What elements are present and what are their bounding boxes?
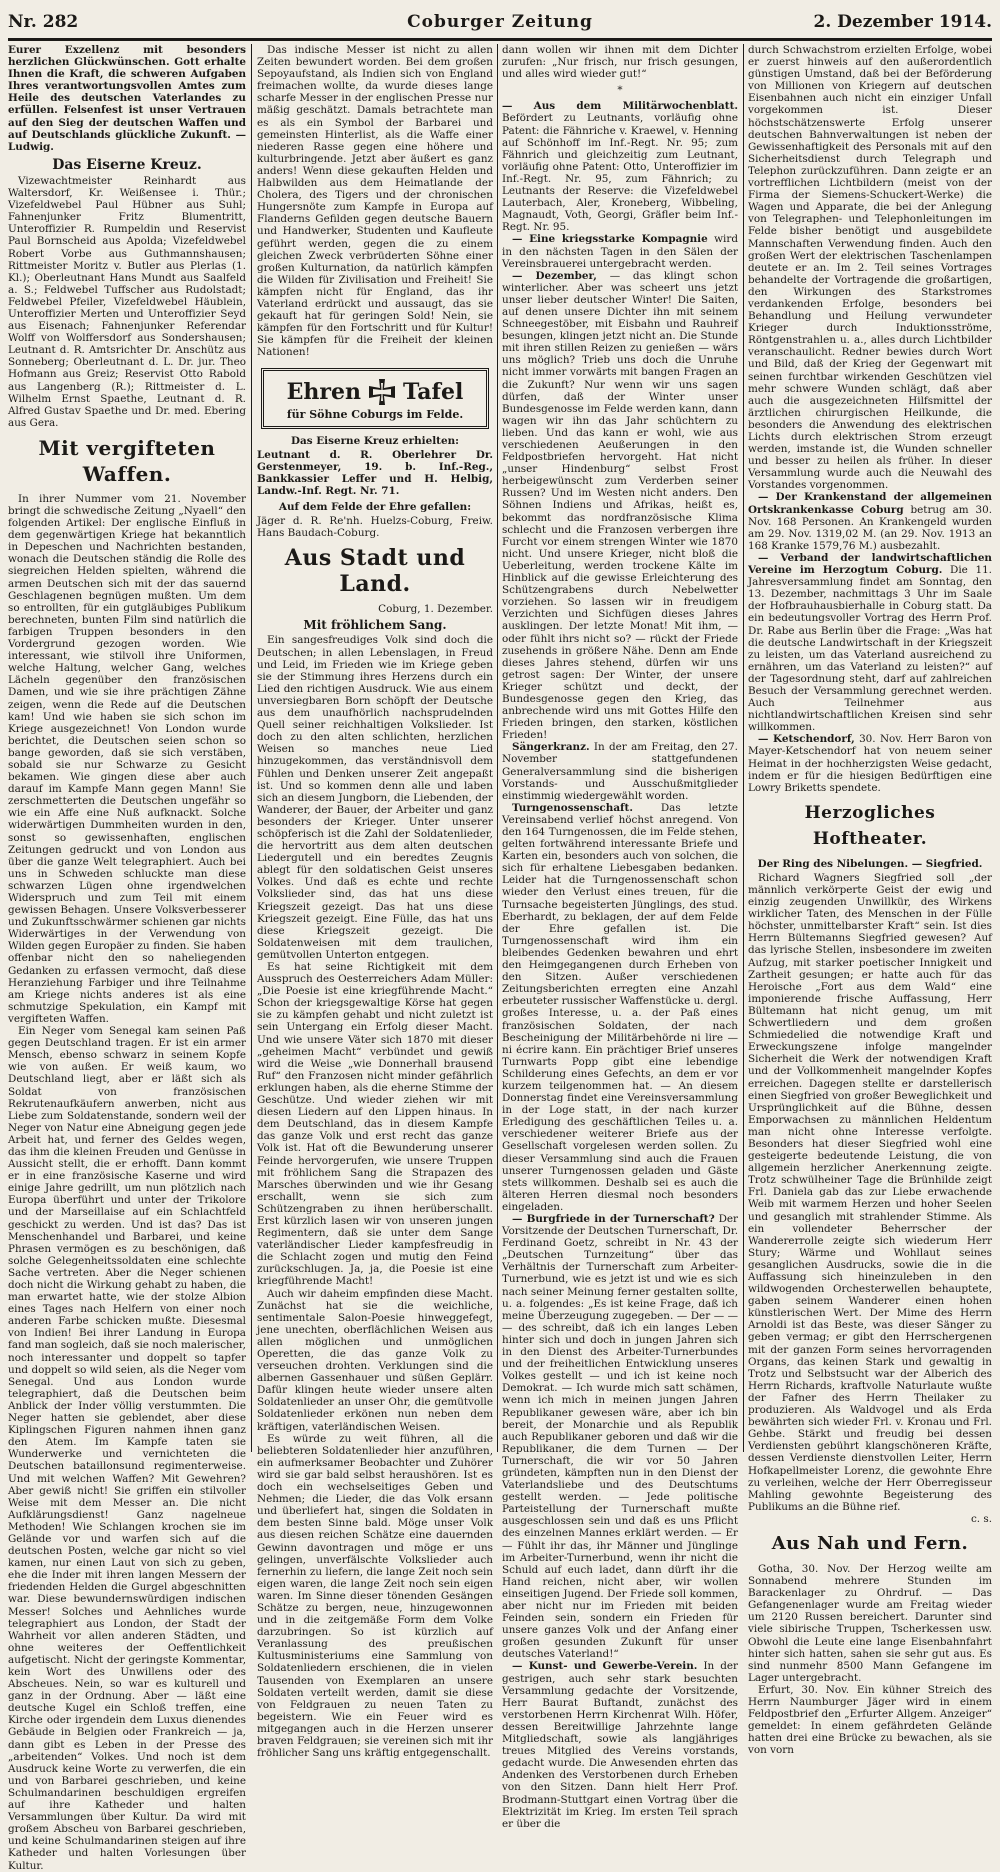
honor-roll-box [261,368,489,428]
article-text: In der am Freitag, den 27. November stattgefundenen Generalversammlung sind die bisherigen Vorstands- und Ausschußmitglieder einstimmig wiedergewählt worden. [502,741,738,802]
section-headline: Aus Nah und Fern. [771,1532,969,1554]
honor-roll-title-right: Tafel [403,379,464,406]
article-text: In der gestrigen, auch sehr stark besuchten Versammlung gedachte der Vorsitzende, Herr Baurat Buftandt, zunächst des verstorbenen Herrn Kirchenrat Wilh. Höfer, dessen Bereitwillige Jahrzehnte lange Mitgliedschaft, sowie als langjähriges treues Mitglied des Vereins vorstands, gedacht wurde. Die Anwesenden ehrten das Andenken des Verstorbenen durch Erheben von den Sitzen. Dann hielt Herr Prof. Brodmann-Stuttgart einen Vortrag über die Elektrizität im Krieg. Im ersten Teil sprach er über die [502,1660,738,1830]
article-text: Der Vorsitzende der Deutschen Turnerschaft, Dr. Ferdinand Goetz, schreibt in Nr. 43 der „Deutschen Turnzeitung“ über das Verhältnis der Turnerschaft zum Arbeiter-Turnerbund, wie es jetzt ist und wie es sich nach seiner Meinung ferner gestalten sollte, u. a. folgendes: „Es ist keine Frage, daß ich meine Überzeugung zugegeben. — Der — — — des schreibt, daß ich ein langes Leben hinter sich und doch in jungen Jahren sich in den Dienst des Arbeiter-Turnerbundes und der freiheitlichen Entwicklung unseres Volkes gestellt — und ich ist keine noch Demokrat. — Ich wurde mich satt schämen, wenn ich mich in meinen jungen Jahren Republikaner gewesen wäre, aber ich bin bereit, der Monarchie und als Republik auch Republikaner geboren und daß wir die Republikaner, die dem Turnen — Der Turnerschaft, die wir vor 50 Jahren gründeten, kämpften nun in den Dienst der Vaterlandsliebe und des Deutschtums gestellt werden. — Jede politische Parteistellung der Turnerschaft mußte ausgeschlossen sein und daß es uns Pflicht des einzelnen Mannes erklärt werden. — Er — Fühlt ihr das, ihr Männer und Jünglinge im Arbeiter-Turnerbund, wenn ihr nicht die Schuld auf euch ladet, dann dürft ihr die Hand reichen, nicht aber, wir wollen einseitigen Jugend. Der Friede soll kommen, aber nicht nur im Frieden mit beiden Feinden sein, sondern ein Frieden für unsere ganzes Volk und der Anfang einer großen gesunden Zukunft für unser deutsches Vaterland!“ [502,1213,739,1661]
column-divider [497,44,498,1452]
column-divider [251,44,252,1452]
masthead [8,10,992,41]
article-text: dann wollen wir ihnen mit dem Dichter zurufen: „Nur frisch, nur frisch gesungen, und alles wird wieder gut!“ [502,44,738,81]
article-text: Gotha, 30. Nov. Der Herzog weilte am Sonnabend mehrere Stunden im Barackenlager zu Ohrdruf. — Das Gefangenenlager wurde am Freitag wieder um 2120 Russen bereichert. Darunter sind viele sibirische Truppen, Tscherkessen usw. Obwohl die Leute eine lange Eisenbahnfahrt hinter sich hatten, sahen sie sehr gut aus. Es sind nunmehr 8500 Mann Gefangene im Lager untergebracht. [748,1562,992,1684]
article-text: Auch wir daheim empfinden diese Macht. Zunächst hat sie die weichliche, sentimentale Salon-Poesie hinweggefegt, jene unechten, oberflächlichen Weisen aus allen möglichen und unmöglichen Operetten, die das ganze Volk zu verseuchen drohten. Verklungen sind die albernen Gassenhauer und süßen Geplärr. Dafür klingen heute wieder unsere alten Soldatenlieder an unser Ohr, die gemütvolle Soldatenlieder erkönen nun neben dem kräftigen, vaterländischen Weisen. [257,1287,493,1433]
item-heading: — Dezember, [512,269,597,282]
article-headline: Mit vergifteten Waffen. [38,435,216,486]
article-text: Befördert zu Leutnants, vorläufig ohne Patent: die Fähnriche v. Kraewel, v. Henning auf Schönhoff im Inf.-Regt. Nr. 95; zum Fähnrich und gleichzeitig zum Leutnant, vorläufig ohne Patent: Otto, Unteroffizier im Inf.-Regt. Nr. 95, zum Fähnrich; zu Leutnants der Reserve: die Vizefeldwebel Lauterbach, Aler, Kroneberg, Wibbeling, Magnaudt, Voth, Georgi, Gräfler beim Inf.-Regt. Nr. 95. [502,112,738,234]
separator-star: * [617,84,623,97]
honor-roll-title-left: Ehren [286,379,361,406]
item-heading: — Aus dem Militärwochenblatt. [502,100,738,113]
iron-cross-icon [367,377,397,407]
article-text: — das klingt schon winterlicher. Aber was scheert uns jetzt unser lieber deutscher Winter! Die Saiten, auf denen unsere Dichter ihn mit seinem Schneegestöber, mit Eisbahn und Rauhreif besungen, klingen jetzt nicht an. Die Stunde mit ihren stillen Reizen zu genießen — wärs uns möglich? Trieb uns doch die Unruhe nicht immer vorwärts mit bangen Fragen an die Zukunft? Nur wenn wir uns sagen dürfen, daß der Winter unser Bundesgenosse im Felde werden kann, dann wagen wir ihn das Jahr schüchtern zu lieben. Und das kann er wohl, wie aus verschiedenen Aeußerungen in den Feldpostbriefen hervorgeht. Hat nicht „unser Hindenburg“ selbst Frost herbeigewünscht zum Verderben seiner Russen? Und im Westen nicht anders. Den Söhnen Indiens und Afrikas, heißt es, bekommt das nordfranzösische Klima schlecht und die Franzosen verbergen ihre Furcht vor einem strengen Winter wie 1870 nicht. Und unsere Krieger, nicht bloß die Ueberleitung, werden trockene Kälte im Hinblick auf die gewisse Erleichterung des Schützengrabens durch Nebelwetter vorziehen. So lassen wir in freudigem Verzichten und Sichfügen dieses Jahres ausklingen. Der letzte Monat! Mit ihm, — oder fühlt ihrs nicht so? — rückt der Friede zusehends in größere Nähe. Denn am Ende dieses Jahres stehend, dürfen wir uns getrost sagen: Der Winter, der unsere Krieger schützt und deckt, der Bundesgenosse gegen den Krieg, das anbrechende wird uns mit Gottes Hilfe den Frieden bringen, den starken, köstlichen Frieden! [502,269,738,742]
article-text: Die 11. Jahresversammlung findet am Sonntag, den 13. Dezember, nachmittags 3 Uhr im Saale der Hofbrauhausbierhalle in Coburg statt. Da ein bedeutungsvoller Vortrag des Herrn Prof. Dr. Rabe aus Berlin über die Frage: „Was hat die deutsche Landwirtschaft in der Kriegszeit zu leisten, um das Vaterland ausreichend zu ernähren, um das Vaterland zu leisten?“ auf der Tagesordnung steht, darf auf zahlreichen Besuch der Versammlung gerechnet werden. Auch Teilnehmer aus nichtlandwirtschaftlichen Kreisen sind sehr willkommen. [748,564,992,734]
issue-date: 2. Dezember 1914. [813,12,992,32]
item-heading: — Eine kriegsstarke Kompagnie [512,233,708,246]
article-text: Ein Neger vom Senegal kam seinen Paß gegen Deutschland tragen. Er ist ein armer Mensch, ebenso schwarz in seinem Kopfe wie von außen. Er weiß kaum, wo Deutschland liegt, aber er läßt sich als Soldat von französischen Rekrutenaufkäufern anwerben, nicht aus Liebe zum Soldatenstande, sondern weil der Neger von Natur eine Abneigung gegen jede Arbeit hat, und ferner des Geldes wegen, das ihm die kleinen Freuden und Genüsse in Aussicht stellt, die er erhofft. Dann kommt er in eine französische Kaserne und wird einige Jahre gedrillt, um nun plötzlich nach Europa überführt und unter der Trikolore und der Marseillaise auf ein Schlachtfeld geschickt zu werden. Und ist das? Das ist Menschenhandel und Barbarei, und keine Phrasen vermögen es zu beschönigen, daß solche Gelegenheitssoldaten eine schlechte Sache vertreten. Aber die Neger schienen doch nicht die Wirkung gehabt zu haben, die man erwartet hatte, wie der stolze Albion eines Tages nach Helfern von einer noch anderen Farbe schicken mußte. Diesesmal von Indien! Bei ihrer Landung in Europa fand man sogleich, daß sie noch malerischer, noch interessanter und doppelt so tapfer und doppelt so wild seien, als die Neger vom Senegal. Und aus London wurde telegraphiert, daß die Deutschen beim Anblick der Inder völlig verstummten. Die Neger hatten sie geblendet, aber diese Kiplingschen Figuren nahmen ihnen ganz den Atem. Im Kampfe taten sie Wunderwerke und vernichteten die Deutschen bataillonsund regimenterweise. Und mit welchen Waffen? Mit Gewehren? Aber gewiß nicht! Sie griffen ein stilvoller Weise mit dem Messer an. Die nicht Aufklärungsdienst! Ganz nagelneue Methoden! Wie Schlangen krochen sie im Gelände vor und warfen sich auf die deutschen Posten, welche gar nicht so viel kamen, nur einen Laut von sich zu geben, ehe die Inder mit ihren langen Messern der friedenden Helden die Gurgel abgeschnitten war. Diese bewundernswürdigen indischen Messer! Solches und Aehnliches wurde telegraphiert aus London, der Stadt der Wahrheit vor allen anderen Städten, und ohne weiteres der Oeffentlichkeit aufgetischt. Nicht der geringste Kommentar, kein Wort des Unwillens oder des Abscheues. Nein, so war es kulturell und ganz in der Ordnung. Aber — läßt eine deutsche Kugel ein Schloß treffen, eine Kirche oder irgendein dem Luxus dienendes Gebäude in Belgien oder Frankreich — ja, dann gibt es Leben in der Presse des „arbeitenden“ Volkes. Und noch ist dem Ausdruck keine Worte zu verwerfen, die ein und von Barbarei geschrieben, und keine Schulmandarinen beschuldigen ergreifen auf ihre Katheder und halten Versammlungen über Kultur. Da wird mit großem Abscheu von Barbarei geschrieben, und keine Schulmandarinen steigen auf ihre Katheder und halten Vorlesungen über Kultur. [8,1025,246,1872]
article-text: Leutnant d. R. Oberlehrer Dr. Gerstenmeyer, 19. b. Inf.-Reg., Bankkassier Leffer und H. Helbig, Landw.-Inf. Regt. Nr. 71. [257,448,493,497]
article-headline: Der Ring des Nibelungen. — Siegfried. [757,857,983,870]
column-divider [743,44,744,1452]
dateline: Coburg, 1. Dezember. [378,603,493,616]
subheading: Das Eiserne Kreuz erhielten: [291,434,459,447]
article-text: durch Schwachstrom erzielten Erfolge, wobei er zuerst hinweis auf den außerordentlich günstigen Umstand, daß bei der Beförderung von Millionen von Kriegern auf deutschen Eisenbahnen auch nicht ein einziger Unfall vorgekommen ist. Dieser höchstschätzenswerte Erfolg unserer deutschen Bahnverwaltungen ist neben der Gewissenhaftigkeit des Personals mit auf den Sicherheitsdienst durch Telegraph und Telephon zurückzuführen. Dann zeigte er an vortrefflichen Lichtbildern (meist von der Firma der Siemens-Schuckert-Werke) die Wagen und Apparate, die bei der Anlegung von Telegraphen- und Telephonleitungen im Felde bisher benötigt und ausgebildete Mannschaften Verwendung finden. Auch den großen Wert der elektrischen Taschenlampen deutete er an. Im 2. Teil seines Vortrages behandelte der Vortragende die großartigen, den Wirkungen des Starkstromes verdankenden Erfolge, besonders bei Behandlung und Heilung verwundeter Krieger durch Induktionsströme, Röntgenstrahlen u. a., alles durch Lichtbilder veranschaulicht. Redner bewies durch Wort und Bild, daß der Krieg der Gegenwart mit seinen furchtbar wirkenden Geschützen viel mehr schwere Wunden schlägt, daß aber auch die ausgezeichneten Hilfsmittel der ärztlichen chirurgischen Heilkunde, die besonders die Anwendung des elektrischen Lichts durch elektrischen Strom erzeugt werden, imstande ist, die Wunden schneller und besser zu heilen als früher. In dieser Versammlung wurde auch die Neuwahl des Vorstandes vorgenommen. [748,44,992,492]
article-text: Richard Wagners Siegfried soll „der männlich verkörperte Geist der ewig und einzig zeugenden Unwillkür, des Wirkens wirklicher Taten, des Menschen in der Fülle höchster, unmittelbarster Kraft“ sein. Ist dies Herrn Bültemanns Siegfried gewesen? Auf das lyrische Stellen, insbesondere im zweiten Aufzug, mit starker poetischer Innigkeit und Zartheit gesungen; er hatte auch für das Heroische „Fort aus dem Wald“ eine imponierende frische Auffassung, Herr Bültemann hat nicht genug, um mit Schwertliedern und dem großen Schmiedelied die notwendige Kraft und Erweckungszene infolge mangelnder Sicherheit die Werk der notwendigen Kraft und der Vollkommenheit mangelnder Kopfes erreichen. Dagegen stellte er darstellerisch einen Siegfried von großer Beweglichkeit und Ursprünglichkeit auf die Bühne, dessen Emporwachsen zu männlichen Heldentum man nicht ohne Interesse verfolgte. Besonders hat dieser Siegfried wohl eine gesteigerte bedeutende Leistung, die von allgemein herzlicher Anerkennung zeigte. Trotz schwülheiner Tage die Brünhilde zeigt Frl. Daniela gab das zur Liebe erwachende Weib mit warmem Herzen und hoher Seelen und gesanglich mit strahlender Stimme. Als ein vollendeter Beherrscher der Wandererrolle zeigte sich wiederum Herr Stury; Wärme und Wohllaut seines gesanglichen Ausdrucks, sowie die in die Auffassung sich hineinzuleben in den wildwogenden Orchesterwellen behauptete, gaben seinem Wanderer einen hohen künstlerischen Wert. Der Mime des Herrn Arnoldi ist das Beste, was dieser Sänger zu geben vermag; er gibt den Herrschergenen mit der ganzen Form seines hervorragenden Organs, das keinen Stark und gewaltig in Trotz und Selbstsucht war der Alberich des Herrn Richards, kraftvolle Naturlaute wußte der Fafner des Herrn Theilaker zu produzieren. Als Waldvogel und als Erda bewährten sich wieder Frl. v. Kronau und Frl. Gehbe. Stärkt und freudig bei dessen Verdiensten gebührt klangschöneren Kräfte, dessen Verdienste dienstvollen Leiter, Herrn Hofkapellmeister Lorenz, die gewohnte Ehre zu verleihen, welche der Herr Oberregisseur Mahling gewohnte Begeisterung des Publikums an die Bühne rief. [748,871,992,1513]
honor-roll-subtitle: für Söhne Coburgs im Felde. [286,408,464,422]
column-1 [8,44,246,1872]
item-heading: — Verband der landwirtschaftlichen Vereine im Herzogtum Coburg. [748,551,992,577]
issue-number: Nr. 282 [8,12,79,32]
column-4 [748,44,992,1757]
column-3 [502,44,739,1830]
article-text: 30. Nov. Herr Baron von Mayer-Ketschendorf hat von neuem seiner Heimat in der hochherzigsten Weise gedacht, indem er für die hiesigen Bedürftigen eine Lowry Briketts spendete. [748,733,992,794]
article-text: Jäger d. R. Re'nh. Huelzs-Coburg, Freiw. Hans Baudach-Coburg. [257,515,493,540]
article-text: Es hat seine Richtigkeit mit dem Ausspruch des Oesterreichers Adam Müller: „Die Poesie ist eine kriegführende Macht.“ Schon der kriegsgewaltige Körse hat gegen sie zu kämpfen gehabt und nicht zuletzt ist sein Untergang ein Erfolg dieser Macht. Und wie unsere Väter sich 1870 mit dieser „geheimen Macht“ verbündet und gewiß wird die Weise „wie Donnerhall brausend Ruf“ den Franzosen nicht minder gefährlich erklungen haben, als die eherne Stimme der Geschütze. Und wieder ziehen wir mit diesen Liedern auf den Lippen hinaus. In dem Deutschland, das in diesem Kampfe das ganze Volk und erst recht das ganze Volk ist. Hat oft die Bewunderung unserer Feinde hervorgerufen, wie unsere Truppen mit fröhlichem Sang die Strapazen des Marsches überwinden und wie ihr Gesang erschallt, wenn sie sich zum Schützengraben zu ihnen herüberschallt. Erst kürzlich lasen wir von unseren jungen Regimentern, daß sie unter dem Sange vaterländischer Lieder kampfesfreudig in die Schlacht zogen und mutig den Feind zurückschlugen. Ja, ja, die Poesie ist eine kriegführende Macht! [257,961,493,1288]
column-2 [257,44,493,1760]
article-text: Es würde zu weit führen, all die beliebteren Soldatenlieder hier anzuführen, ein aufmerksamer Beobachter und Zuhörer wird sie gar bald selbst heraushören. Ist es doch ein wechselseitiges Geben und Nehmen; die Lieder, die das Volk ersann und überliefert hat, singen die Soldaten in dem besten Sinne bald. Möge unser Volk aus diesen reichen Schätze eine dauernden Gewinn davontragen und möge er uns gelingen, unverfälschte Volkslieder auch fernerhin zu liefern, die lange Zeit noch sein eigen waren, die lange Zeit noch sein eigen waren. Im Sinne dieser tönenden Gesängen Schätze zu bergen, neue, hinzugewonnen und in die zeitgemäße Form dem Volke darzubringen. So ist kürzlich auf Veranlassung des preußischen Kultusministeriums eine Sammlung von Soldatenliedern erschienen, die in vielen Tausenden von Exemplaren an unsere Soldaten verteilt werden, damit sie diese von Feldgrauen zu neuen Taten zu begeistern. Wie ein Feuer wird es mitgegangen auch in die Herzen unserer braven Feldgrauen; sie vereinen sich mit ihr fröhlicher Sang uns kräftig entgegenschallt. [257,1432,493,1760]
article-text: Vizewachtmeister Reinhardt aus Waltersdorf, Kr. Weißensee i. Thür.; Vizefeldwebel Paul Hübner aus Suhl; Fahnenjunker Fritz Blumentritt, Unteroffizier R. Rumpeldin und Reservist Paul Bornscheid aus Apolda; Vizefeldwebel Robert Vorbe aus Guthmannshausen; Rittmeister Moritz v. Butler aus Plerlas (1. Kl.); Oberleutnant Hans Mundt aus Saalfeld a. S.; Feldwebel Tuffscher aus Rudolstadt; Feldwebel Pfeiler, Vizefeldwebel Häublein, Unteroffizier Merten und Unteroffizier Seyd aus Eisenach; Fahnenjunker Referendar Wolff von Wolffersdorf aus Sondershausen; Leutnant d. R. Amtsrichter Dr. Anschütz aus Sonneberg; Oberleutnant d. L. Dr. jur. Theo Hofmann aus Greiz; Reservist Otto Rabold aus Langenberg (R.); Rittmeister d. L. Wilhelm Ernst Spaethe, Leutnant d. R. Alfred Gustav Spaethe und Dr. med. Ebering aus Gera. [8,174,246,429]
item-heading: Sängerkranz. [512,741,590,754]
article-text: Das indische Messer ist nicht zu allen Zeiten bewundert worden. Bei dem großen Sepoyaufstand, als Indien sich von England freimachen wollte, da wurde dieses lange scharfe Messer in der englischen Presse nur mäßig geschätzt. Damals betrachtete man es als ein Symbol der Barbarei und gemeinsten Hinterlist, als die Waffe einer niederen Rasse gegen eine höhere und kulturbringende. Jetzt aber äußert es ganz anders! Wenn diese gekauften Helden und Halbwilden aus dem Heimatlande der Cholera, des Tigers und der chronischen Hungersnöte zum Kampfe in Europa auf Flanderns Gefilden gegen deutsche Bauern und Handwerker, Studenten und Kaufleute geführt werden, gegen die zu einem gleichen Zweck verbrüderten Söhne einer großen Kulturnation, da natürlich kämpfen die Wilden für Zivilisation und Freiheit! Sie kämpfen nicht für England, das ihr Vaterland erdrückt und aussaugt, das sie gekauft hat für geringen Sold! Nein, sie kämpfen für den Fortschritt und für Kultur! Sie kämpfen für die Freiheit der kleinen Nationen! [257,44,493,359]
section-heading: Das Eiserne Kreuz. [52,156,202,173]
article-text: wird in den nächsten Tagen in den Sälen der Vereinsbrauerei untergebracht werden. [502,233,738,270]
article-text: betrug am 30. Nov. 168 Personen. An Krankengeld wurden am 29. Nov. 1319,02 M. (an 29. Nov. 1913 an 168 Kranke 1579,76 M.) ausbezahlt. [748,503,992,552]
item-heading: Turngenossenschaft. [512,801,633,814]
article-text: Ein sangesfreudiges Volk sind doch die Deutschen; in allen Lebenslagen, in Freud und Leid, im Frieden wie im Kriege geben sie der Stimmung ihres Herzens durch ein Lied den richtigen Ausdruck. Wie aus einem unversiegbaren Born schöpft der Deutsche aus dem unaufhörlich nachsprudelnden Quell seiner reichhaltigen Volkslieder. Ist doch zu den alten schlichten, herzlichen Weisen so manches neue Lied hinzugekommen, das verständnisvoll dem Fühlen und Denken unserer Zeit angepaßt ist. Und so kommen denn alle und laben sich an diesem Jungborn, die Liebenden, der Wanderer, der Bauer, der Arbeiter und ganz besonders der Krieger. Unter unserer schöpferisch ist die Zahl der Soldatenlieder, die hervortritt aus dem alten deutschen Liedergutell und ein beredtes Zeugnis ablegt für den soldatischen Geist unseres Volkes. Und daß es echte und rechte Volkslieder sind, das hat uns diese Kriegszeit gezeigt. Das hat uns diese Kriegszeit gezeigt. Eine Fülle, das hat uns diese Kriegszeit gezeigt. Die Soldatenweisen mit dem traulichen, gemütvollen Unterton entgegen. [257,634,493,961]
article-text: In ihrer Nummer vom 21. November bringt die schwedische Zeitung „Nyaell“ den folgenden Artikel: Der englische Einfluß in dem gegenwärtigen Kriege hat bekanntlich in Depeschen und Nachrichten bestanden, wonach die Deutschen ständig die Rolle des siegreichen Helden spielten, während die armen Deutschen sich mit der das sauernd Geschlagenen begnügen mußten. Um dem so entrollten, für ein gutgläubiges Publikum berechneten, bunten Film sind natürlich die farbigen Truppen besonders in den Vordergrund gezogen worden. Wie interessant, wie stilvoll ihre Uniformen, welche Haltung, welcher Gang, welches Lächeln gegenüber den französischen Damen, und wie sie ihre prächtigen Zähne zeigen, wenn die Rede auf die Deutschen kam! Und wie haben sie sich schon im Kriege ausgezeichnet! Von London wurde berichtet, die Deutschen seien schon so bange geworden, daß sie sich verstäben, sobald sie nur Schwarze zu Gesicht bekamen. Wie gingen diese aber auch darauf im Kampfe Mann gegen Mann! Sie zerschmetterten die Deutschen ungefähr so wie ein Affe eine Nuß aufknackt. Solche widerwärtigen Dummheiten wurden in den, sonst so gewissenhaften, englischen Zeitungen gedruckt und von London aus über die ganze Welt telegraphiert. Auch bei uns in Schweden schluckte man diese schwarzen Lügen ohne irgendwelchen Widerspruch und zum Teil mit einem gewissen Behagen. Unsere Volksverbesserer und Zukunftsschwärmer schienen gar nichts Widerwärtiges in der Verwendung von Wilden gegen Europäer zu finden. Sie haben offenbar nicht den so naheliegenden Gedanken zu erfassen vermocht, daß diese Heranziehung Farbiger und ihre Teilnahme am Kriege nichts anderes ist als eine schmutzige Spekulation, ein Kampf mit vergifteten Waffen. [8,492,246,1025]
item-heading: — Ketschendorf, [758,733,855,746]
subheading: Auf dem Felde der Ehre gefallen: [278,501,472,513]
article-text: Erfurt, 30. Nov. Ein kühner Streich des Herrn Naumburger Jäger wird in einem Feldpostbrief den „Erfurter Allgem. Anzeiger“ gemeldet: In einem gefährdeten Gelände hatten drei eine Brücke zu bewachen, als sie von vorn [748,1683,992,1757]
item-heading: — Kunst- und Gewerbe-Verein. [512,1660,698,1673]
newspaper-title: Coburger Zeitung [407,12,593,32]
article-headline: Mit fröhlichem Sang. [303,618,447,633]
section-headline: Herzogliches Hoftheater. [804,802,936,849]
section-headline: Aus Stadt und Land. [284,545,466,598]
item-heading: — Burgfriede in der Turnerschaft? [512,1213,715,1225]
article-text: Eurer Exzellenz mit besonders herzlichen Glückwünschen. Gott erhalte Ihnen die Kraft, die schweren Aufgaben Ihres verantwortungsvollen Amtes zum Heile des deutschen Vaterlandes zu erfüllen. Felsenfest ist unser Vertrauen auf den Sieg der deutschen Waffen und auf Deutschlands glückliche Zukunft. — Ludwig. [8,44,246,153]
author-signature: c. s. [970,1512,992,1525]
article-text: Das letzte Vereinsabend verlief höchst anregend. Von den 164 Turngenossen, die im Felde stehen, gelten fortwährend interessante Briefe und Karten ein, besonders auch von solchen, die sich für erhaltene Liebesgaben bedanken. Leider hat die Turngenossenschaft schon wieder den Verlust eines treuen, für die Turnsache begeisterten Jünglings, des stud. Eberhardt, zu beklagen, der auf dem Felde der Ehre gefallen ist. Die Turngenossenschaft wird ihm ein bleibendes Gedenken bewahren und ehrt den Heimgegangenen durch Erheben von den Sitzen. Außer verschiedenen Zeitungsberichten erregten eine Anzahl erbeuteter russischer Waffenstücke u. dergl. großes Interesse, u. a. der Paß eines französischen Soldaten, der nach Bescheinigung der Militärbehörde ni lire — ni écrire kann. Ein prächtiger Brief unseres Turnwarts Popp gibt eine lebendige Schilderung eines Gefechts, an dem er vor kurzem teilgenommen hat. — An diesem Donnerstag findet eine Vereinsversammlung in der Loge statt, in der nach kurzer Erledigung des geschäftlichen Teiles u. a. verschiedener weiterer Briefe aus der Gesellschaft vorgelesen werden sollen. Zu dieser Versammlung sind auch die Frauen unserer Turngenossen geladen und Gäste stets willkommen. Deshalb sei es auch die älteren Herren diesmal noch besonders eingeladen. [502,801,738,1213]
item-heading: — Der Krankenstand der allgemeinen Ortskrankenkasse Coburg [748,491,992,516]
